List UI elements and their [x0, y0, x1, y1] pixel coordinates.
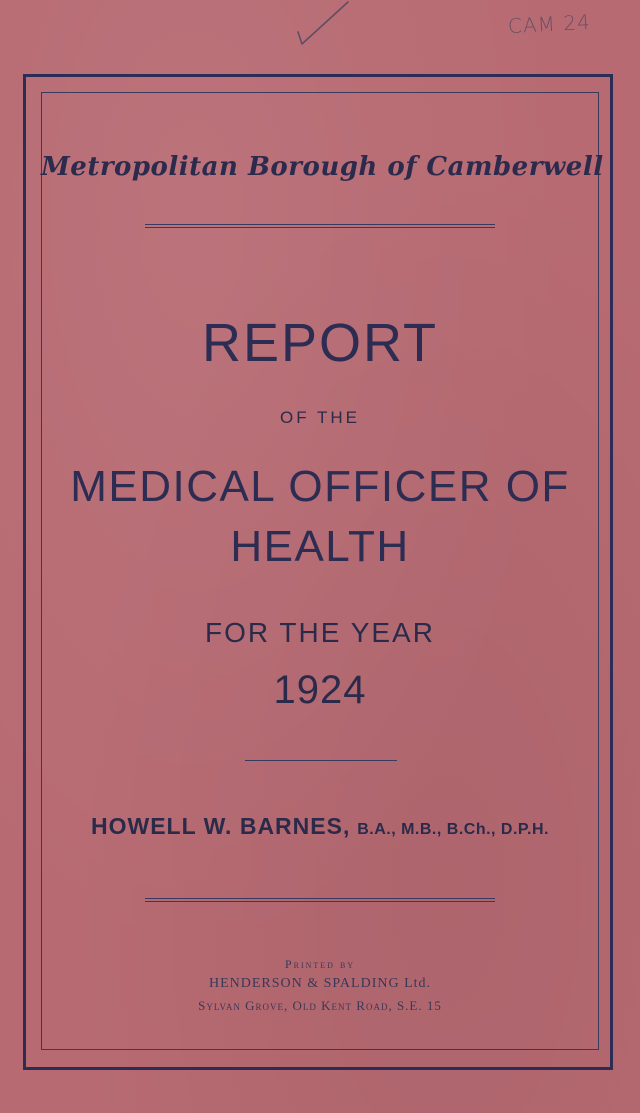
report-title: REPORT [201, 313, 439, 373]
borough-heading: Metropolitan Borough of Camberwell [41, 152, 604, 182]
printer-address: Sylvan Grove, Old Kent Road, S.E. 15 [198, 998, 442, 1013]
handwritten-checkmark [290, 0, 360, 50]
printer-name: HENDERSON & SPALDING Ltd. [208, 976, 432, 991]
divider-top [145, 224, 495, 228]
divider-bottom [145, 898, 495, 902]
report-year: 1924 [273, 668, 367, 712]
title-line-2: HEALTH [230, 522, 410, 571]
title-line-1: MEDICAL OFFICER OF [70, 462, 570, 511]
printed-by-label: Printed by [284, 957, 356, 971]
divider-middle [245, 760, 397, 761]
archive-code: CAM 24 [507, 9, 592, 39]
for-the-year-label: FOR THE YEAR [205, 617, 435, 648]
author-qualifications: B.A., M.B., B.Ch., D.P.H. [357, 821, 549, 838]
author-line [41, 813, 599, 840]
of-the-label: OF THE [279, 408, 361, 427]
author-name: HOWELL W. BARNES, [91, 813, 351, 839]
